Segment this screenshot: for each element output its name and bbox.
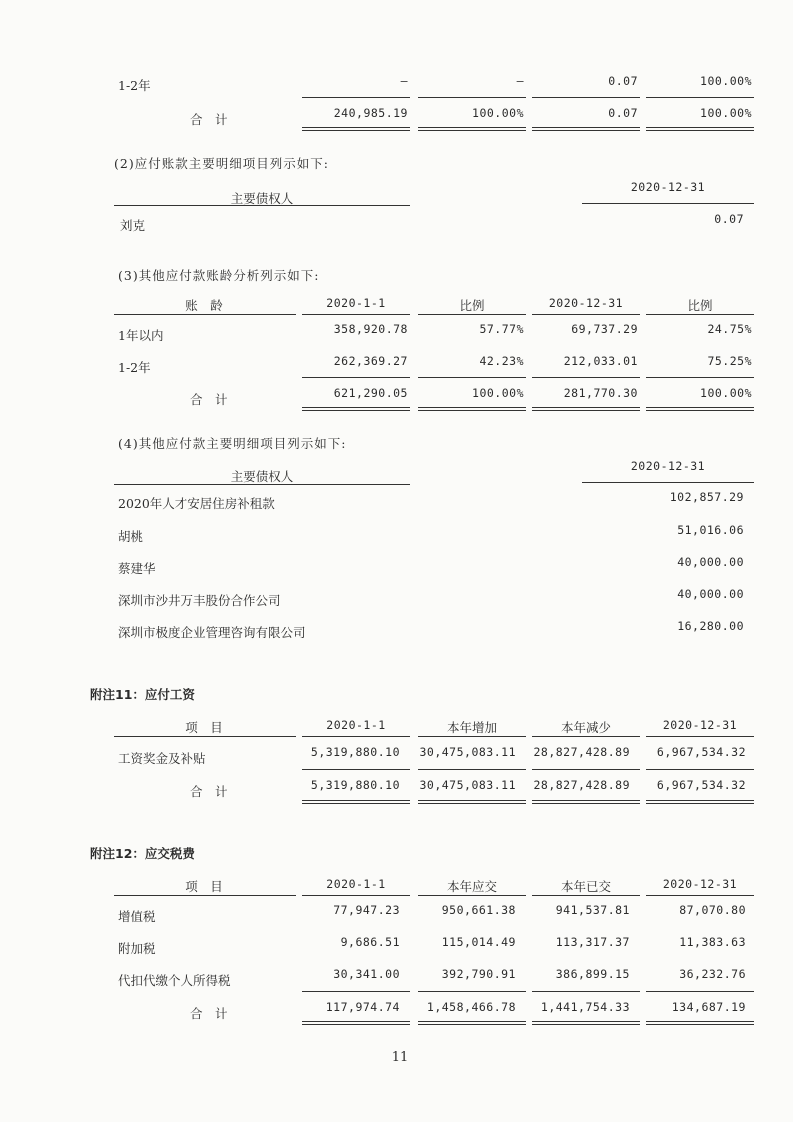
s3-header-h2: 比例 [459, 298, 485, 313]
t1-row-c4: 100.00% [700, 74, 752, 88]
n12-row-c4: 36,232.76 [679, 967, 746, 981]
s3-total-top-line [302, 377, 410, 378]
s4-row-value: 40,000.00 [677, 555, 744, 569]
s3-header-h3: 2020-12-31 [548, 296, 624, 310]
s2-header-name: 主要债权人 [230, 191, 294, 206]
n11-total-label: 合 计 [190, 784, 228, 799]
n12-header-line [302, 895, 410, 896]
page-number: 11 [391, 1050, 409, 1065]
t1-row-label: 1-2年 [118, 78, 151, 93]
n12-row-c3: 941,537.81 [555, 903, 630, 917]
n12-row-c3: 386,899.15 [555, 967, 630, 981]
n12-header-h3: 本年已交 [560, 879, 611, 894]
s2-header-line [114, 205, 410, 206]
s2-header-line [582, 203, 754, 204]
n12-header-line [114, 895, 296, 896]
n12-row-c3: 113,317.37 [555, 935, 630, 949]
n12-row-c4: 11,383.63 [679, 935, 746, 949]
n11-row-label: 工资奖金及补贴 [118, 751, 206, 766]
n12-header-h0: 项 目 [185, 879, 223, 894]
n11-row-c2: 30,475,083.11 [419, 745, 516, 759]
s4-title: (4)其他应付款主要明细项目列示如下: [118, 436, 347, 451]
n12-total-top-line [532, 991, 640, 992]
n11-header-line [532, 736, 640, 737]
n12-row-c2: 392,790.91 [441, 967, 516, 981]
n11-header-h4: 2020-12-31 [662, 718, 738, 732]
n12-total-double-line [532, 1021, 640, 1025]
t1-total-double-line [302, 127, 410, 131]
s2-title: (2)应付账款主要明细项目列示如下: [114, 156, 329, 171]
s3-row-c2: 42.23% [479, 354, 524, 368]
n11-header-h1: 2020-1-1 [326, 718, 386, 732]
n12-row-c1: 30,341.00 [333, 967, 400, 981]
s3-total-double-line [646, 407, 754, 411]
s4-header-line [114, 484, 410, 485]
s3-row-c1: 262,369.27 [333, 354, 408, 368]
n12-header-h4: 2020-12-31 [662, 877, 738, 891]
n12-header-line [646, 895, 754, 896]
s3-header-line [532, 314, 640, 315]
t1-total-c2: 100.00% [472, 106, 524, 120]
s3-total-c1: 621,290.05 [333, 386, 408, 400]
s3-row-c4: 75.25% [707, 354, 752, 368]
s2-row-name: 刘克 [120, 218, 146, 233]
n11-total-c4: 6,967,534.32 [656, 778, 746, 792]
s3-row-c1: 358,920.78 [333, 322, 408, 336]
n11-total-top-line [532, 769, 640, 770]
s3-row-c4: 24.75% [707, 322, 752, 336]
t1-total-label: 合 计 [190, 112, 228, 127]
s4-row-name: 蔡建华 [118, 561, 156, 576]
t1-total-c1: 240,985.19 [333, 106, 408, 120]
s4-header-line [582, 482, 754, 483]
s3-header-line [646, 314, 754, 315]
s4-row-value: 102,857.29 [669, 490, 744, 504]
n12-total-label: 合 计 [190, 1006, 228, 1021]
s3-total-top-line [418, 377, 526, 378]
s3-total-c2: 100.00% [472, 386, 524, 400]
s3-total-top-line [532, 377, 640, 378]
n12-total-c2: 1,458,466.78 [426, 1000, 516, 1014]
n11-total-c1: 5,319,880.10 [310, 778, 400, 792]
n12-header-h1: 2020-1-1 [326, 877, 386, 891]
n12-header-h2: 本年应交 [446, 879, 497, 894]
n11-header-line [418, 736, 526, 737]
s4-row-value: 51,016.06 [677, 523, 744, 537]
s3-title: (3)其他应付款账龄分析列示如下: [118, 268, 320, 283]
t1-total-double-line [532, 127, 640, 131]
t1-total-c4: 100.00% [700, 106, 752, 120]
t1-total-double-line [646, 127, 754, 131]
s4-row-name: 深圳市极度企业管理咨询有限公司 [118, 625, 306, 640]
n12-title: 附注12：应交税费 [90, 846, 195, 861]
n12-header-line [418, 895, 526, 896]
n12-row-label: 增值税 [118, 909, 156, 924]
s2-header-date: 2020-12-31 [630, 180, 706, 194]
n11-total-top-line [646, 769, 754, 770]
n12-header-line [532, 895, 640, 896]
n11-total-double-line [302, 800, 410, 804]
s3-header-line [302, 314, 410, 315]
n12-row-label: 代扣代缴个人所得税 [118, 973, 231, 988]
s3-total-label: 合 计 [190, 392, 228, 407]
n12-total-top-line [646, 991, 754, 992]
s3-header-h0: 账 龄 [185, 298, 223, 313]
n11-total-top-line [418, 769, 526, 770]
n11-total-c3: 28,827,428.89 [533, 778, 630, 792]
n11-header-h3: 本年减少 [560, 720, 611, 735]
n12-total-top-line [418, 991, 526, 992]
s3-header-h1: 2020-1-1 [326, 296, 386, 310]
n12-row-c1: 9,686.51 [340, 935, 400, 949]
t1-total-c3: 0.07 [608, 106, 638, 120]
n12-total-c3: 1,441,754.33 [540, 1000, 630, 1014]
t1-total-top-line [532, 97, 640, 98]
n11-header-line [114, 736, 296, 737]
s3-total-top-line [646, 377, 754, 378]
n11-total-c2: 30,475,083.11 [419, 778, 516, 792]
s4-row-value: 40,000.00 [677, 587, 744, 601]
t1-row-c3: 0.07 [608, 74, 638, 88]
s4-row-value: 16,280.00 [677, 619, 744, 633]
n12-total-c1: 117,974.74 [325, 1000, 400, 1014]
n11-row-c3: 28,827,428.89 [533, 745, 630, 759]
s3-header-line [418, 314, 526, 315]
s4-header-date: 2020-12-31 [630, 459, 706, 473]
n12-row-label: 附加税 [118, 941, 156, 956]
n11-header-h2: 本年增加 [446, 720, 497, 735]
t1-total-top-line [646, 97, 754, 98]
n12-row-c4: 87,070.80 [679, 903, 746, 917]
n12-total-top-line [302, 991, 410, 992]
n12-row-c2: 115,014.49 [441, 935, 516, 949]
s3-row-c2: 57.77% [479, 322, 524, 336]
n11-header-line [646, 736, 754, 737]
n12-row-c1: 77,947.23 [333, 903, 400, 917]
n11-total-double-line [532, 800, 640, 804]
s3-total-double-line [418, 407, 526, 411]
s3-total-double-line [302, 407, 410, 411]
n11-row-c1: 5,319,880.10 [310, 745, 400, 759]
s4-row-name: 2020年人才安居住房补租款 [118, 496, 275, 511]
s3-total-c4: 100.00% [700, 386, 752, 400]
s3-row-label: 1-2年 [118, 360, 151, 375]
t1-row-c2: – [516, 74, 524, 88]
s3-row-label: 1年以内 [118, 328, 164, 343]
n11-title: 附注11：应付工资 [90, 687, 195, 702]
t1-row-c1: – [400, 74, 408, 88]
n11-total-double-line [418, 800, 526, 804]
n11-header-h0: 项 目 [185, 720, 223, 735]
n12-total-double-line [302, 1021, 410, 1025]
s3-total-c3: 281,770.30 [563, 386, 638, 400]
n11-row-c4: 6,967,534.32 [656, 745, 746, 759]
n11-total-top-line [302, 769, 410, 770]
s4-row-name: 深圳市沙井万丰股份合作公司 [118, 593, 281, 608]
n12-row-c2: 950,661.38 [441, 903, 516, 917]
s3-total-double-line [532, 407, 640, 411]
t1-total-top-line [302, 97, 410, 98]
n12-total-double-line [418, 1021, 526, 1025]
s2-row-value: 0.07 [714, 212, 744, 226]
n12-total-c4: 134,687.19 [671, 1000, 746, 1014]
s3-header-h4: 比例 [687, 298, 713, 313]
s3-row-c3: 212,033.01 [563, 354, 638, 368]
s4-row-name: 胡桃 [118, 529, 144, 544]
s3-row-c3: 69,737.29 [571, 322, 638, 336]
n11-header-line [302, 736, 410, 737]
s4-header-name: 主要债权人 [230, 469, 294, 484]
s3-header-line [114, 314, 296, 315]
n12-total-double-line [646, 1021, 754, 1025]
t1-total-top-line [418, 97, 526, 98]
t1-total-double-line [418, 127, 526, 131]
n11-total-double-line [646, 800, 754, 804]
